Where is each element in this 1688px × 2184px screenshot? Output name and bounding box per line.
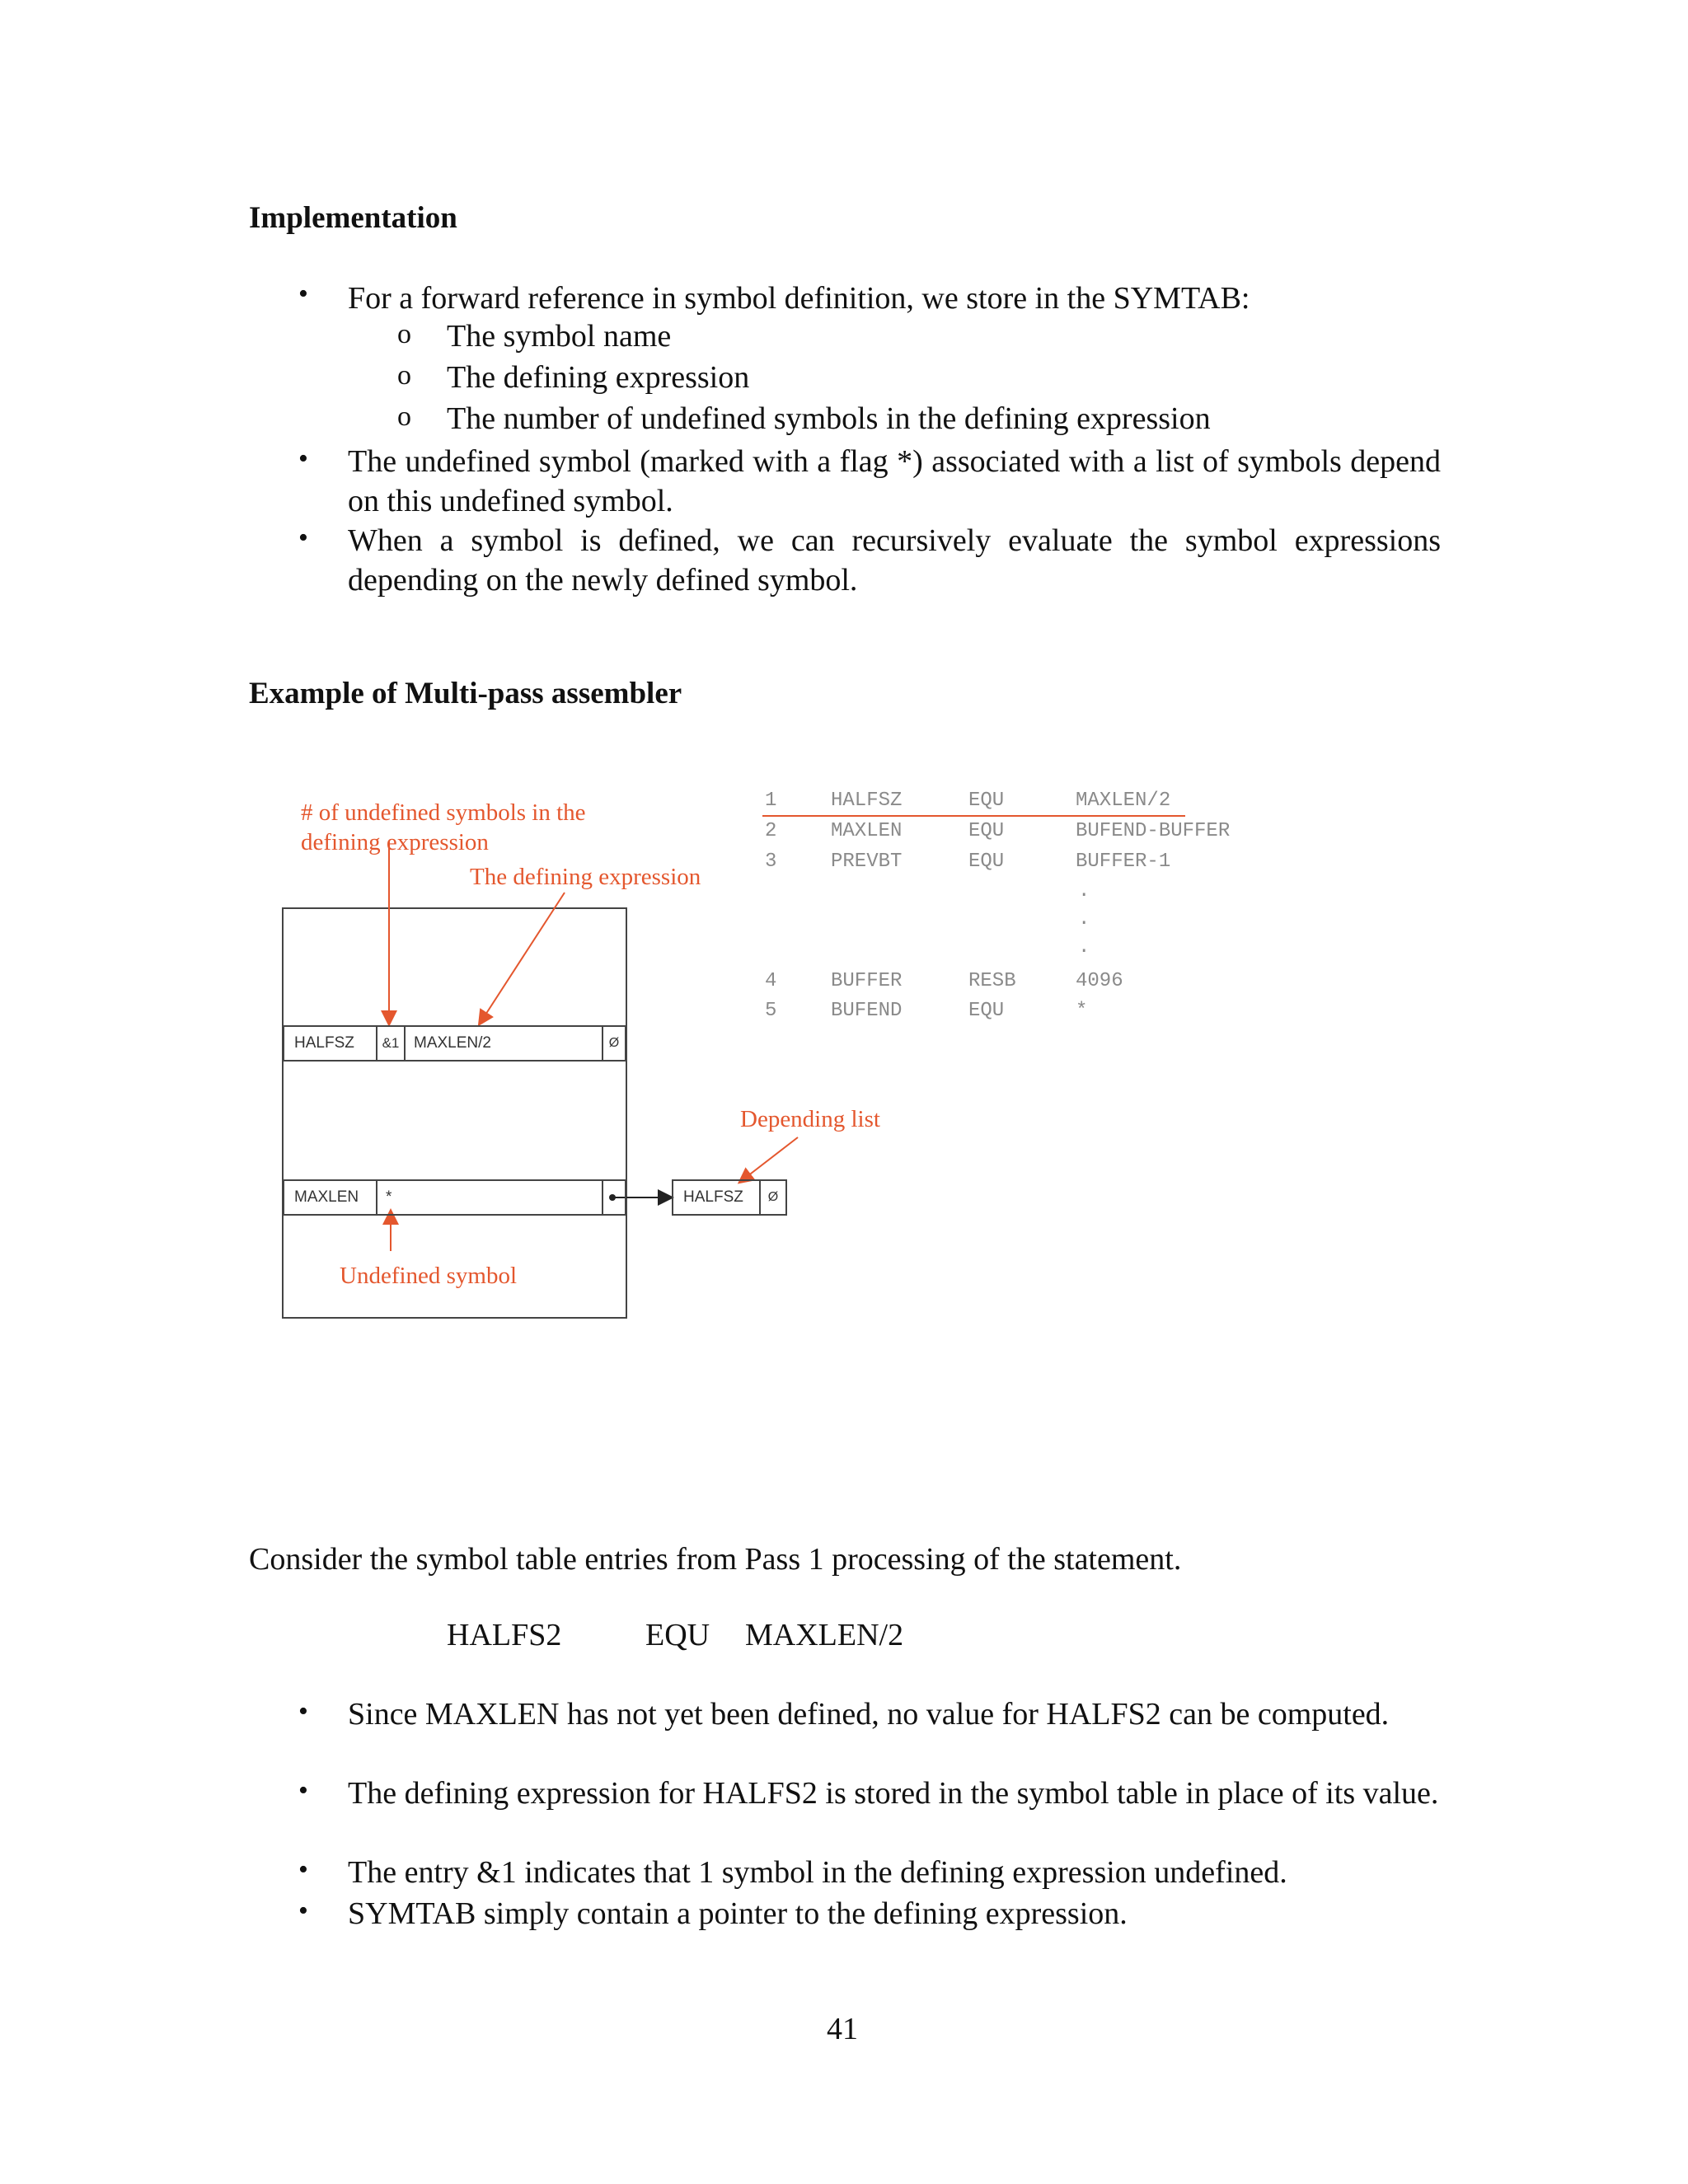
sub-bullet-marker: o: [397, 360, 411, 391]
page-number: 41: [827, 2012, 858, 2046]
symtab-expr-cell: MAXLEN/2: [404, 1025, 603, 1062]
annotation-defining-expression: The defining expression: [470, 864, 701, 890]
code-line-number: 2: [765, 820, 777, 842]
code-line-number: 4: [765, 970, 777, 992]
bullet-marker: •: [298, 1775, 308, 1806]
bullet-text: SYMTAB simply contain a pointer to the defining expression.: [348, 1896, 1128, 1931]
sub-bullet-marker: o: [397, 401, 411, 432]
bullet-marker: •: [298, 279, 308, 309]
bullet-marker: •: [298, 523, 308, 553]
code-label: HALFSZ: [831, 790, 903, 812]
code-op: EQU: [968, 820, 1005, 842]
depending-node-name: HALFSZ: [672, 1179, 761, 1216]
annotation-depending-list: Depending list: [740, 1106, 880, 1132]
code-label: PREVBT: [831, 851, 903, 873]
sub-bullet-marker: o: [397, 319, 411, 349]
section-heading-implementation: Implementation: [249, 201, 457, 235]
bullet-text: For a forward reference in symbol definition, we store in the SYMTAB:: [348, 281, 1250, 316]
figure-lines: [264, 783, 1278, 1385]
code-operand: *: [1076, 1000, 1088, 1022]
code-operand: BUFFER-1: [1076, 851, 1171, 873]
code-line-number: 5: [765, 1000, 777, 1022]
sub-item: The defining expression: [447, 360, 750, 395]
statement-operand: MAXLEN/2: [745, 1618, 904, 1652]
bullet-text: Since MAXLEN has not yet been defined, no value for HALFS2 can be computed.: [348, 1697, 1390, 1732]
consider-paragraph: Consider the symbol table entries from Pass 1 processing of the statement.: [249, 1542, 1182, 1577]
code-op: RESB: [968, 970, 1016, 992]
code-operand: MAXLEN/2: [1076, 790, 1171, 812]
code-line-number: 1: [765, 790, 777, 812]
statement-op: EQU: [645, 1618, 710, 1652]
sub-item: The number of undefined symbols in the defining expression: [447, 401, 1211, 436]
bullet-text: The defining expression for HALFS2 is stored in the symbol table in place of its value.: [348, 1776, 1439, 1811]
code-ellipsis-dot: .: [1078, 908, 1090, 930]
annotation-undefined-count: # of undefined symbols in the defining expression: [301, 799, 586, 855]
symtab-flag-cell: &1: [376, 1025, 406, 1062]
bullet-marker: •: [298, 443, 308, 474]
symtab-name-cell: MAXLEN: [283, 1179, 377, 1216]
code-line-number: 3: [765, 851, 777, 873]
annotation-undefined-symbol: Undefined symbol: [340, 1263, 518, 1289]
section-heading-example: Example of Multi-pass assembler: [249, 677, 682, 710]
figure-multipass: [264, 783, 1278, 1385]
sub-item: The symbol name: [447, 319, 672, 354]
code-op: EQU: [968, 1000, 1005, 1022]
code-operand: 4096: [1076, 970, 1123, 992]
bullet-marker: •: [298, 1854, 308, 1885]
symtab-name-cell: HALFSZ: [283, 1025, 377, 1062]
symtab-pointer-cell: [602, 1179, 626, 1216]
bullet-text: When a symbol is defined, we can recursively evaluate the symbol expressions depending on the newly defined symbol.: [348, 523, 1441, 598]
code-label: MAXLEN: [831, 820, 903, 842]
code-op: EQU: [968, 790, 1005, 812]
code-ellipsis-dot: .: [1078, 936, 1090, 958]
code-ellipsis-dot: .: [1078, 880, 1090, 902]
statement-label: HALFS2: [447, 1618, 562, 1652]
code-operand: BUFEND-BUFFER: [1076, 820, 1231, 842]
bullet-marker: •: [298, 1896, 308, 1926]
code-label: BUFEND: [831, 1000, 903, 1022]
code-label: BUFFER: [831, 970, 903, 992]
depending-node-pointer: Ø: [759, 1179, 787, 1216]
bullet-text: The undefined symbol (marked with a flag *) associated with a list of symbols depend on this undefined symbol.: [348, 444, 1441, 518]
symtab-pointer-cell: Ø: [602, 1025, 626, 1062]
bullet-text: The entry &1 indicates that 1 symbol in the defining expression undefined.: [348, 1855, 1287, 1890]
bullet-marker: •: [298, 1696, 308, 1727]
code-op: EQU: [968, 851, 1005, 873]
symtab-flag-cell: *: [376, 1179, 603, 1216]
